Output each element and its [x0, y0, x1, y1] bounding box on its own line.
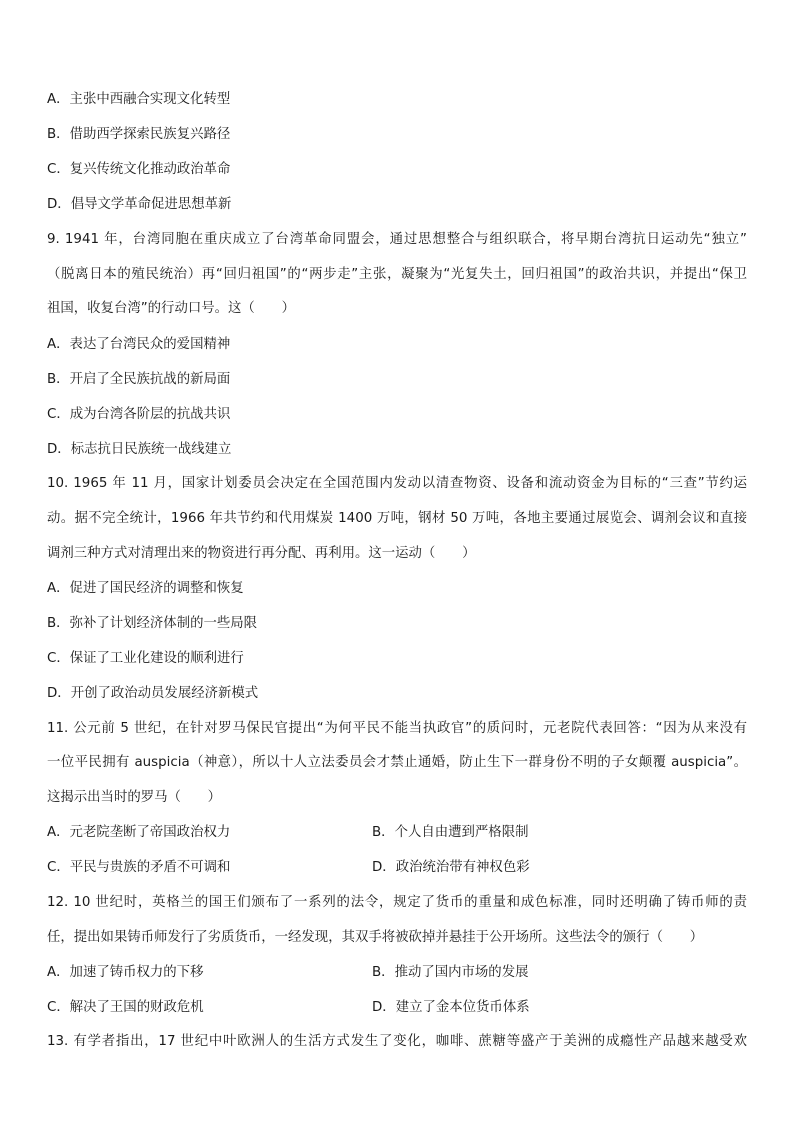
q10-option-d: D．开创了政治动员发展经济新模式: [47, 686, 259, 701]
q10-option-b: B．弥补了计划经济体制的一些局限: [47, 616, 258, 631]
q11-stem-line-1: 11. 公元前 5 世纪，在针对罗马保民官提出“为何平民不能当执政官”的质问时，元老院代表回答：“因为从来没有: [47, 721, 747, 736]
q11-option-b: B．个人自由遭到严格限制: [372, 825, 529, 840]
q9-option-a: A．表达了台湾民众的爱国精神: [47, 337, 231, 352]
q9-stem-line-3: 祖国，收复台湾”的行动口号。这（ ）: [47, 301, 295, 316]
q9-option-c: C．成为台湾各阶层的抗战共识: [47, 407, 231, 422]
q10-option-a: A．促进了国民经济的调整和恢复: [47, 581, 244, 596]
q12-option-b: B．推动了国内市场的发展: [372, 965, 529, 980]
q12-option-a: A．加速了铸币权力的下移: [47, 965, 204, 980]
q11-option-a: A．元老院垄断了帝国政治权力: [47, 825, 231, 840]
q12-option-c: C．解决了王国的财政危机: [47, 1000, 204, 1015]
q11-option-c: C．平民与贵族的矛盾不可调和: [47, 860, 231, 875]
q12-option-d: D．建立了金本位货币体系: [372, 1000, 530, 1015]
q8-option-b: B．借助西学探索民族复兴路径: [47, 127, 231, 142]
q8-option-d: D．倡导文学革命促进思想革新: [47, 197, 232, 212]
q12-stem-line-1: 12. 10 世纪时，英格兰的国王们颁布了一系列的法令，规定了货币的重量和成色标准，同时还明确了铸币师的责: [47, 895, 747, 910]
q10-option-c: C．保证了工业化建设的顺利进行: [47, 651, 244, 666]
q11-stem-line-2: 一位平民拥有 auspicia（神意），所以十人立法委员会才禁止通婚，防止生下一群身份不明的子女颠覆 auspicia”。: [47, 755, 747, 770]
q9-option-d: D．标志抗日民族统一战线建立: [47, 442, 232, 457]
q10-stem-line-1: 10. 1965 年 11 月，国家计划委员会决定在全国范围内发动以清查物资、设备和流动资金为目标的“三查”节约运: [47, 476, 747, 491]
q10-stem-line-2: 动。据不完全统计，1966 年共节约和代用煤炭 1400 万吨，钢材 50 万吨，各地主要通过展览会、调剂会议和直接: [47, 511, 747, 526]
q9-stem-line-1: 9. 1941 年，台湾同胞在重庆成立了台湾革命同盟会，通过思想整合与组织联合，将早期台湾抗日运动先“独立”: [47, 232, 747, 247]
q11-stem-line-3: 这揭示出当时的罗马（ ）: [47, 790, 222, 805]
q10-stem-line-3: 调剂三种方式对清理出来的物资进行再分配、再利用。这一运动（ ）: [47, 546, 476, 561]
q13-stem-line-1: 13. 有学者指出，17 世纪中叶欧洲人的生活方式发生了变化，咖啡、蔗糖等盛产于美洲的成瘾性产品越来越受欢: [47, 1034, 747, 1049]
q8-option-c: C．复兴传统文化推动政治革命: [47, 162, 231, 177]
q12-stem-line-2: 任，提出如果铸币师发行了劣质货币，一经发现，其双手将被砍掉并悬挂于公开场所。这些法令的颁行（ ）: [47, 930, 704, 945]
q9-stem-line-2: （脱离日本的殖民统治）再“回归祖国”的“两步走”主张，凝聚为“光复失土，回归祖国”的政治共识，并提出“保卫: [47, 267, 747, 282]
q11-option-d: D．政治统治带有神权色彩: [372, 860, 530, 875]
q8-option-a: A．主张中西融合实现文化转型: [47, 92, 231, 107]
q9-option-b: B．开启了全民族抗战的新局面: [47, 372, 231, 387]
